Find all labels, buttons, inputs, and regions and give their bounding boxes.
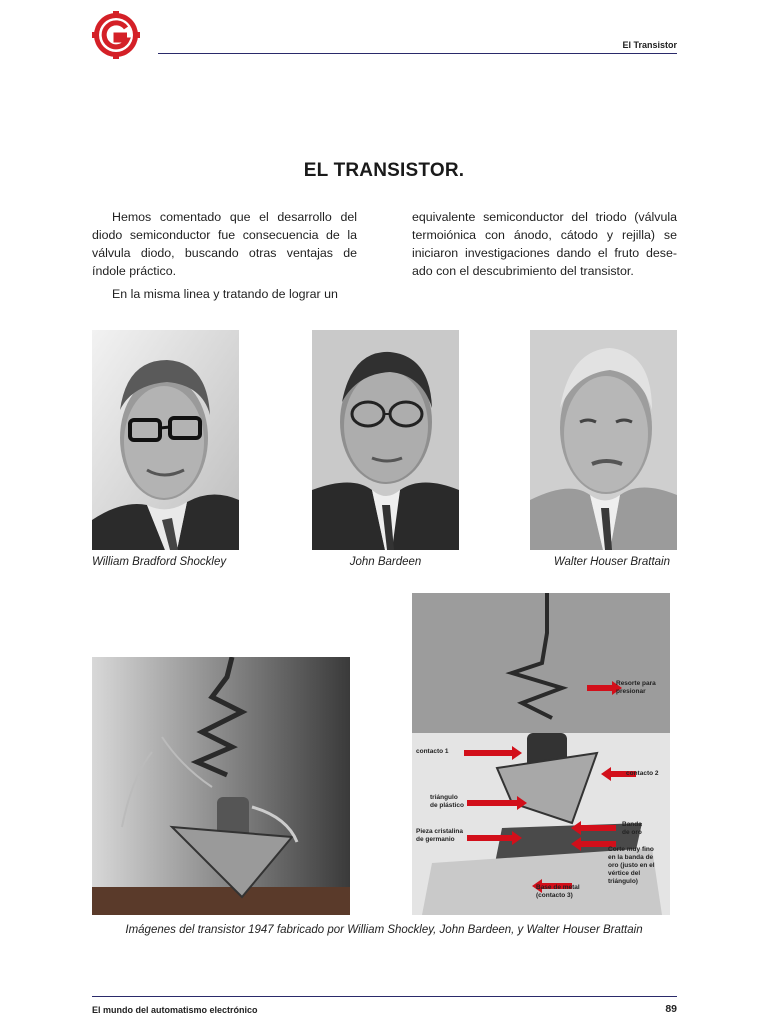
svg-text:Corte muy fino: Corte muy fino bbox=[608, 846, 654, 853]
svg-text:vértice del: vértice del bbox=[608, 870, 641, 877]
gear-g-logo-icon bbox=[92, 11, 140, 59]
svg-text:Base de metal: Base de metal bbox=[536, 884, 580, 891]
svg-text:en la banda de: en la banda de bbox=[608, 854, 654, 861]
portrait-caption: William Bradford Shockley bbox=[92, 556, 227, 568]
svg-text:oro (justo en el: oro (justo en el bbox=[608, 862, 655, 869]
portrait-shockley bbox=[92, 330, 239, 550]
svg-text:(contacto 3): (contacto 3) bbox=[536, 892, 573, 899]
page-number: 89 bbox=[665, 1003, 677, 1015]
footer-text: El mundo del automatismo electrónico bbox=[92, 1005, 258, 1015]
body-paragraph: equivalente semiconductor del triodo (válvula termoiónica con ánodo, cátodo y rejilla) se iniciaron investigaciones dando el fruto dese-ado con el descubrimiento del transistor. bbox=[412, 210, 677, 278]
svg-text:de germanio: de germanio bbox=[416, 836, 455, 843]
header-rule bbox=[158, 53, 677, 54]
svg-text:presionar: presionar bbox=[616, 688, 646, 695]
portrait-caption: Walter Houser Brattain bbox=[553, 556, 670, 568]
body-paragraph: En la misma linea y tratando de lograr un bbox=[112, 287, 338, 301]
footer-rule bbox=[92, 996, 677, 997]
transistor-photo bbox=[92, 657, 350, 915]
body-column-right bbox=[412, 208, 677, 285]
transistor-annotated-photo bbox=[412, 593, 670, 915]
portrait-caption: John Bardeen bbox=[349, 556, 422, 568]
svg-text:Pieza cristalina: Pieza cristalina bbox=[416, 828, 463, 835]
svg-text:de oro: de oro bbox=[622, 829, 642, 836]
body-paragraph: Hemos comentado que el desarrollo del diodo semiconductor fue consecuencia de la válvula diodo, buscando otras ventajas de índole práctico. bbox=[92, 210, 357, 278]
svg-text:triángulo: triángulo bbox=[430, 794, 458, 801]
body-column-left bbox=[92, 208, 357, 308]
page-title: EL TRANSISTOR. bbox=[303, 160, 465, 181]
portrait-brattain bbox=[530, 330, 677, 550]
svg-text:Resorte para: Resorte para bbox=[616, 680, 656, 687]
svg-text:contacto 1: contacto 1 bbox=[416, 748, 449, 755]
svg-text:Banda: Banda bbox=[622, 821, 642, 828]
transistor-photo-caption: Imágenes del transistor 1947 fabricado por William Shockley, John Bardeen, y Walter Houser Brattain bbox=[125, 924, 643, 936]
header-section-title: El Transistor bbox=[622, 40, 677, 50]
svg-text:triángulo): triángulo) bbox=[608, 878, 638, 885]
svg-text:contacto 2: contacto 2 bbox=[626, 770, 659, 777]
portrait-bardeen bbox=[312, 330, 459, 550]
svg-text:de plástico: de plástico bbox=[430, 802, 464, 809]
